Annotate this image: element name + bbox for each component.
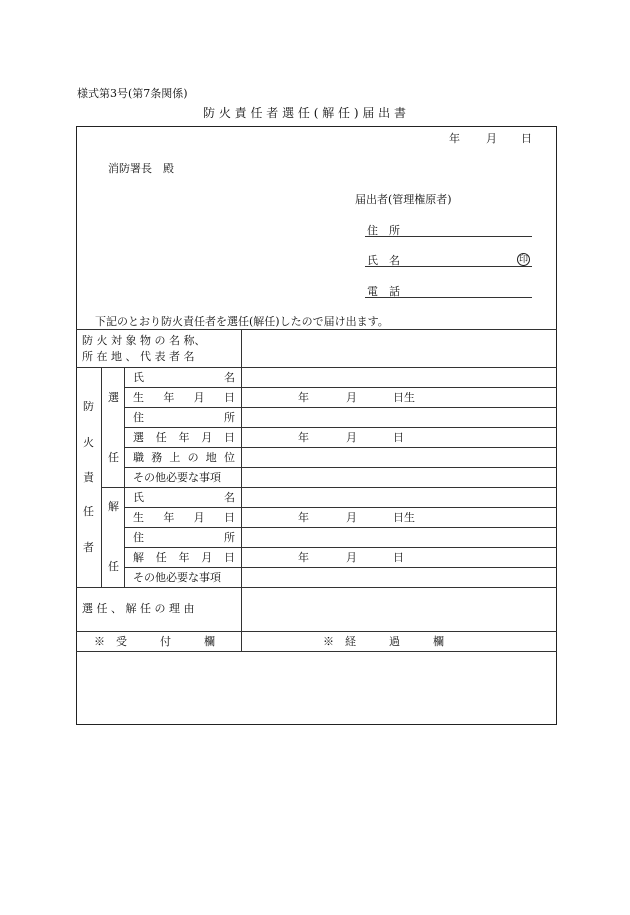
appoint-date-label: 選 任 年 月 日 [133,431,235,444]
section-char: 責 [83,471,94,484]
row-line [76,329,557,330]
dismiss-date-year: 年 [298,551,309,564]
addressee: 消防署長 殿 [108,162,174,175]
row-line [76,631,557,632]
dismiss-birth-year: 年 [298,511,309,524]
appoint-char: 任 [108,451,119,464]
row-line [124,387,557,388]
dismiss-date-label: 解 任 年 月 日 [133,551,235,564]
row-line [124,407,557,408]
appoint-birth-month: 月 [346,391,357,404]
col-line [124,367,125,587]
row-line [76,587,557,588]
dismiss-birth-month: 月 [346,511,357,524]
notifier-address-label: 住 所 [367,224,400,237]
appoint-birth-label: 生 年 月 日 [133,391,235,404]
row-line [124,447,557,448]
notifier-label: 届出者(管理権原者) [355,193,452,206]
appoint-position-label: 職 務 上 の 地 位 [133,451,235,464]
dismiss-char: 解 [108,500,119,513]
dismiss-name-label: 氏 名 [133,491,235,504]
row-line [76,367,557,368]
notifier-phone-label: 電 話 [367,285,400,298]
progress-label: ※ 経 過 欄 [323,635,444,648]
col-line [101,367,102,587]
row-line [124,427,557,428]
date-month-label: 月 [486,132,497,145]
appoint-address-label: 住 所 [133,411,235,424]
dismiss-address-label: 住 所 [133,531,235,544]
object-label-line2: 所 在 地 、 代 表 者 名 [82,350,195,363]
dismiss-char: 任 [108,560,119,573]
row-line [101,487,557,488]
appoint-other-label: その他必要な事項 [133,471,221,484]
section-char: 火 [83,436,94,449]
name-line [365,266,532,267]
address-line [365,236,532,237]
phone-line [365,297,532,298]
appoint-char: 選 [108,391,119,404]
row-line [124,547,557,548]
appoint-date-year: 年 [298,431,309,444]
date-day-label: 日 [521,132,532,145]
row-line [124,507,557,508]
notifier-name-label: 氏 名 [367,254,400,267]
row-line [124,567,557,568]
object-label-line1: 防 火 対 象 物 の 名 称、 [82,334,206,347]
section-char: 任 [83,505,94,518]
row-line [76,651,557,652]
appoint-name-label: 氏 名 [133,371,235,384]
date-year-label: 年 [449,132,460,145]
appoint-date-day: 日 [393,431,404,444]
row-line [124,467,557,468]
col-line [241,329,242,651]
dismiss-birth-label: 生 年 月 日 [133,511,235,524]
dismiss-date-month: 月 [346,551,357,564]
appoint-birth-day: 日生 [393,391,415,404]
reason-label: 選 任 、 解 任 の 理 由 [82,602,195,615]
form-number: 様式第3号(第7条関係) [77,87,188,100]
dismiss-other-label: その他必要な事項 [133,571,221,584]
appoint-birth-year: 年 [298,391,309,404]
section-char: 者 [83,541,94,554]
dismiss-date-day: 日 [393,551,404,564]
form-title: 防 火 責 任 者 選 任 ( 解 任 ) 届 出 書 [203,106,406,120]
appoint-date-month: 月 [346,431,357,444]
seal-mark: 印 [518,255,528,265]
row-line [124,527,557,528]
section-char: 防 [83,400,94,413]
dismiss-birth-day: 日生 [393,511,415,524]
reception-label: ※ 受 付 欄 [94,635,215,648]
statement: 下記のとおり防火責任者を選任(解任)したので届け出ます。 [95,315,389,328]
